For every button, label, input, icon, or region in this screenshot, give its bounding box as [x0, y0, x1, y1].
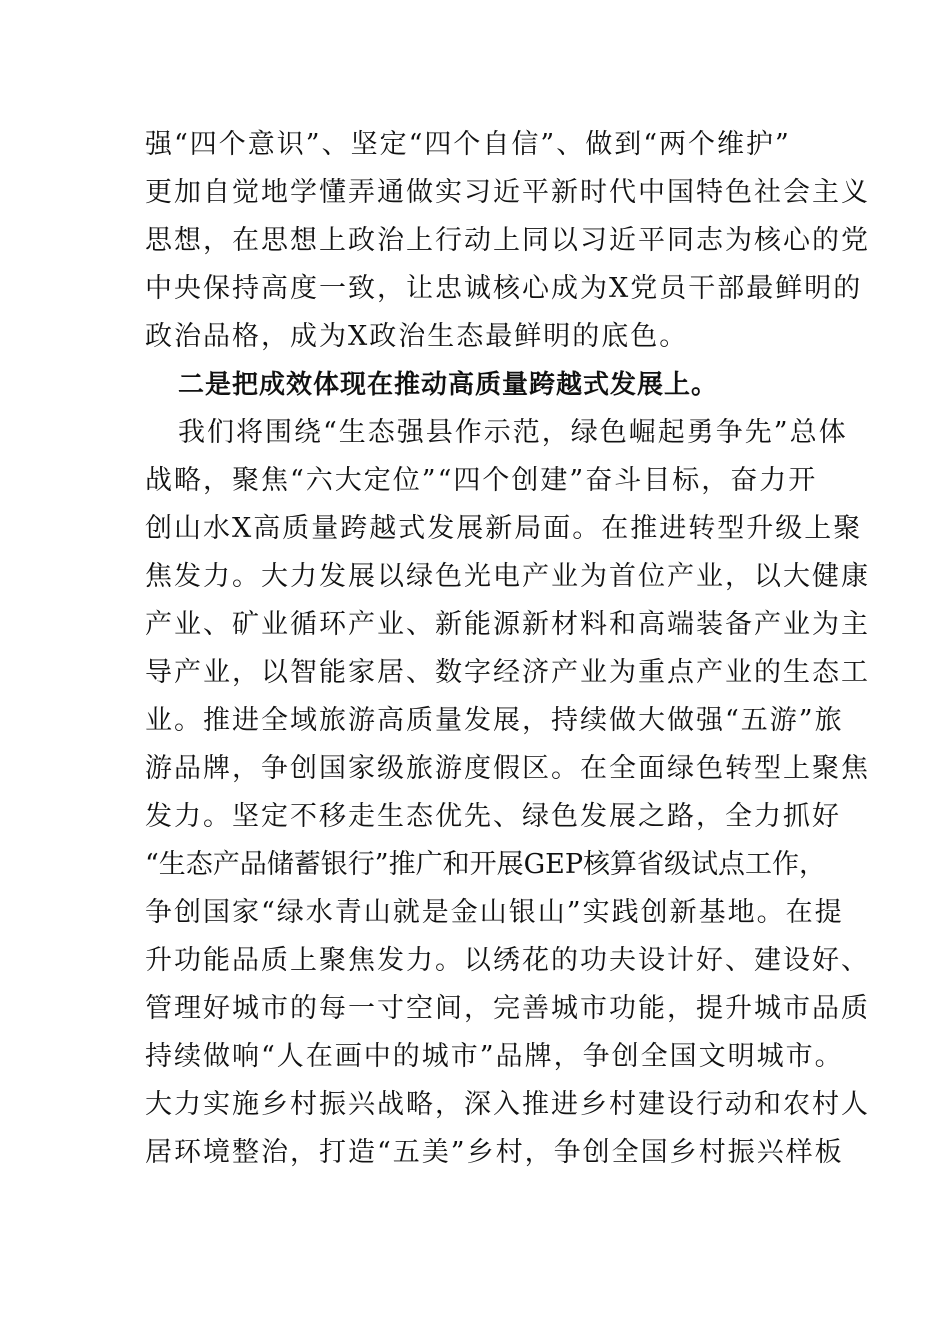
- body-text-line: 升功能品质上聚焦发力。以绣花的功夫设计好、建设好、: [145, 945, 870, 976]
- body-text-line: 争创国家“绿水青山就是金山银山”实践创新基地。在提: [145, 897, 844, 928]
- body-text-line: 产业、矿业循环产业、新能源新材料和高端装备产业为主: [145, 609, 870, 640]
- paragraph-first-line: 我们将围绕“生态强县作示范，绿色崛起勇争先”总体: [178, 417, 848, 448]
- body-text-line: 思想，在思想上政治上行动上同以习近平同志为核心的党: [145, 225, 870, 256]
- body-text-line: 发力。坚定不移走生态优先、绿色发展之路，全力抓好: [145, 801, 841, 832]
- body-text-line: 管理好城市的每一寸空间，完善城市功能，提升城市品质: [145, 993, 870, 1024]
- body-text-line: 政治品格，成为X政治生态最鲜明的底色。: [145, 321, 689, 352]
- body-text-line: 业。推进全域旅游高质量发展，持续做大做强“五游”旅: [145, 705, 844, 736]
- body-text-line: 强“四个意识”、坚定“四个自信”、做到“两个维护”: [145, 129, 791, 160]
- body-text-line: 中央保持高度一致，让忠诚核心成为X党员干部最鲜明的: [145, 273, 863, 304]
- body-text-line: 导产业，以智能家居、数字经济产业为重点产业的生态工: [145, 657, 870, 688]
- body-text-line: 战略，聚焦“六大定位”“四个创建”奋斗目标，奋力开: [145, 465, 818, 496]
- body-text-line: 游品牌，争创国家级旅游度假区。在全面绿色转型上聚焦: [145, 753, 870, 784]
- body-text-line: 焦发力。大力发展以绿色光电产业为首位产业，以大健康: [145, 561, 870, 592]
- body-text-line: 持续做响“人在画中的城市”品牌，争创全国文明城市。: [145, 1041, 844, 1072]
- section-heading: 二是把成效体现在推动高质量跨越式发展上。: [178, 370, 719, 400]
- body-text-line: 更加自觉地学懂弄通做实习近平新时代中国特色社会主义: [145, 177, 870, 208]
- body-text-line: “生态产品储蓄银行”推广和开展GEP核算省级试点工作，: [145, 849, 827, 880]
- body-text-line: 大力实施乡村振兴战略，深入推进乡村建设行动和农村人: [145, 1089, 870, 1120]
- body-text-line: 居环境整治，打造“五美”乡村，争创全国乡村振兴样板: [145, 1137, 844, 1168]
- body-text-line: 创山水X高质量跨越式发展新局面。在推进转型升级上聚: [145, 513, 863, 544]
